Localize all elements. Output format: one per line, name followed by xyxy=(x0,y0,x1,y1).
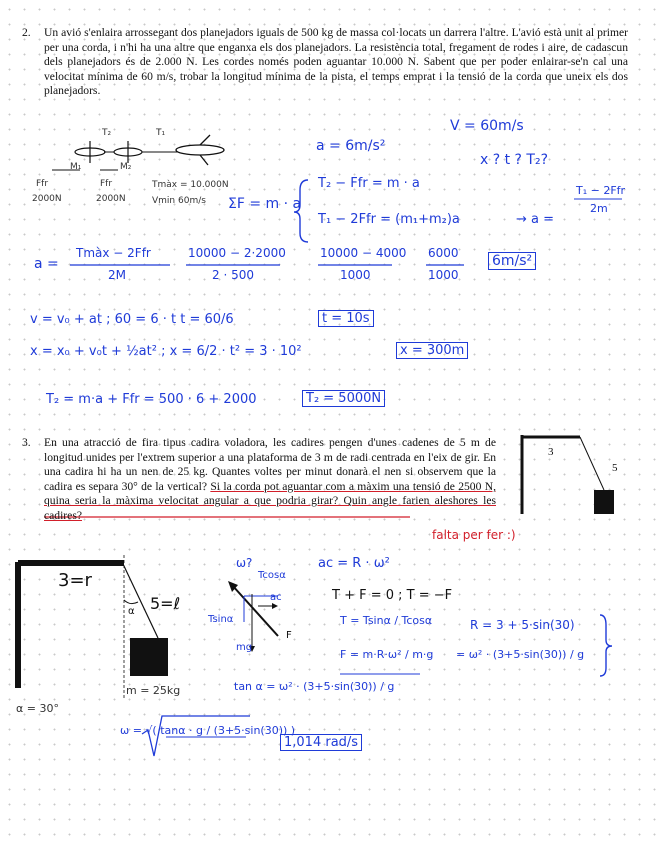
accel-given: a = 6m/s² xyxy=(316,138,386,154)
small-fraction-num: T₁ − 2Ffr xyxy=(576,184,626,197)
red-note: falta per fer :) xyxy=(432,528,516,542)
velocity-given: V = 60m/s xyxy=(450,118,524,134)
fraction-2-den: 2 · 500 xyxy=(212,268,254,282)
a-label: a = xyxy=(34,256,59,272)
equation-2-result: → a = xyxy=(516,212,555,227)
label-ffr-right: Ffr xyxy=(100,179,113,189)
problem-2-text: Un avió s'enlaira arrossegant dos planejadors iguals de 500 kg de massa col·locats un darrera l'altre. L'avió està unit al primer per una corda, i n'hi ha una altre que enganxa els dos planejadors. La resistència total, fregament de rodes i aire, de cadascun dels planejadors és de 2.000 N. Les cordes només poden aguantar 10.000 N. Sabent que per poder enlairar-se'n cal una velocitat mínima de 60 m/s, trobar la longitud mínima de la pista, el temps emprat i la tensió de la corda que uneix els dos planejadors. xyxy=(44,26,628,98)
sum-equation: T + F = 0 ; T = −F xyxy=(332,588,453,603)
problem-2-number: 2. xyxy=(22,26,31,39)
fraction-2-num: 10000 − 2·2000 xyxy=(188,246,286,260)
label-m2: M₂ xyxy=(120,162,132,172)
ac-label: ac xyxy=(270,592,282,603)
printed-chain-label: 5 xyxy=(612,462,618,474)
tcos-label: Tcosα xyxy=(258,570,286,581)
velocity-equation: v = v₀ + at ; 60 = 6 · t t = 60/6 xyxy=(30,312,234,327)
label-t2: T₂ xyxy=(102,128,112,138)
r-equation: R = 3 + 5·sin(30) xyxy=(470,618,575,632)
small-fraction-den: 2m xyxy=(590,202,608,215)
f-label: F xyxy=(286,630,292,641)
problem-3-text-underlined: Si la corda pot aguantar com a màxim una tensió de 2500 N, quina seria la màxima velocitat angular a que podria girar? Quin angle farien aleshores les cadires? xyxy=(44,479,496,522)
equation-1: T₂ − Ffr = m · a xyxy=(318,176,420,191)
position-equation: x = x₀ + v₀t + ½at² ; x = 6/2 · t² = 3 · 10² xyxy=(30,344,302,359)
alpha-label: α xyxy=(128,606,135,617)
x-result: x = 300m xyxy=(396,342,468,359)
label-tmax: Tmàx = 10.000N xyxy=(152,180,229,190)
length-label: 5=ℓ xyxy=(150,594,181,613)
fraction-1-num: Tmàx − 2Ffr xyxy=(76,246,151,260)
label-2000n-left: 2000N xyxy=(32,194,62,204)
f-equation: F = m·R·ω² / m·g xyxy=(340,648,434,661)
fraction-1-den: 2M xyxy=(108,268,126,282)
tan-equation: tan α = ω² · (3+5·sin(30)) / g xyxy=(234,680,395,693)
fraction-3-num: 10000 − 4000 xyxy=(320,246,407,260)
fraction-4-den: 1000 xyxy=(428,268,459,282)
omega-result: 1,014 rad/s xyxy=(280,734,362,751)
label-ffr-left: Ffr xyxy=(36,179,49,189)
label-vmin: Vmin 60m/s xyxy=(152,196,206,206)
omega-question: ω? xyxy=(236,556,253,570)
a-result: 6m/s² xyxy=(488,252,536,270)
omega-fraction: = ω² · (3+5·sin(30)) / g xyxy=(456,648,585,661)
label-2000n-right: 2000N xyxy=(96,194,126,204)
printed-radius-label: 3 xyxy=(548,446,554,458)
problem-3-number: 3. xyxy=(22,436,31,449)
equation-2: T₁ − 2Ffr = (m₁+m₂)a xyxy=(318,212,460,227)
t-result: t = 10s xyxy=(318,310,374,327)
t2-equation: T₂ = m·a + Ffr = 500 · 6 + 2000 xyxy=(46,392,257,407)
mg-label: mg xyxy=(236,642,253,653)
fraction-4-num: 6000 xyxy=(428,246,459,260)
alpha-value: α = 30° xyxy=(16,702,59,715)
ac-equation: ac = R · ω² xyxy=(318,556,390,571)
label-t1: T₁ xyxy=(156,128,166,138)
fraction-3-den: 1000 xyxy=(340,268,371,282)
label-m1: M₁ xyxy=(70,162,82,172)
unknowns: x ? t ? T₂? xyxy=(480,152,549,168)
radius-label: 3=r xyxy=(58,570,92,591)
t-fraction: T = Tsinα / Tcosα xyxy=(340,614,433,627)
sum-forces: ΣF = m · a xyxy=(228,196,302,212)
tsin-label: Tsinα xyxy=(208,614,234,625)
mass-label: m = 25kg xyxy=(126,684,181,697)
problem-3-text xyxy=(44,436,496,524)
t2-result: T₂ = 5000N xyxy=(302,390,385,407)
omega-formula: ω = √( tanα · g / (3+5·sin(30)) ) xyxy=(120,724,296,737)
problem-3-text-plain: En una atracció de fira tipus cadira voladora, les cadires pengen d'unes cadenes de 5 m de longitud unides per l'extrem superior a una plataforma de 3 m de radi centrada en l'eix de gir. En una cadira hi ha un nen de 25 kg. Quantes voltes per minut donarà el nen si observem que la cadira es separa 30° de la vertical? xyxy=(44,436,496,493)
